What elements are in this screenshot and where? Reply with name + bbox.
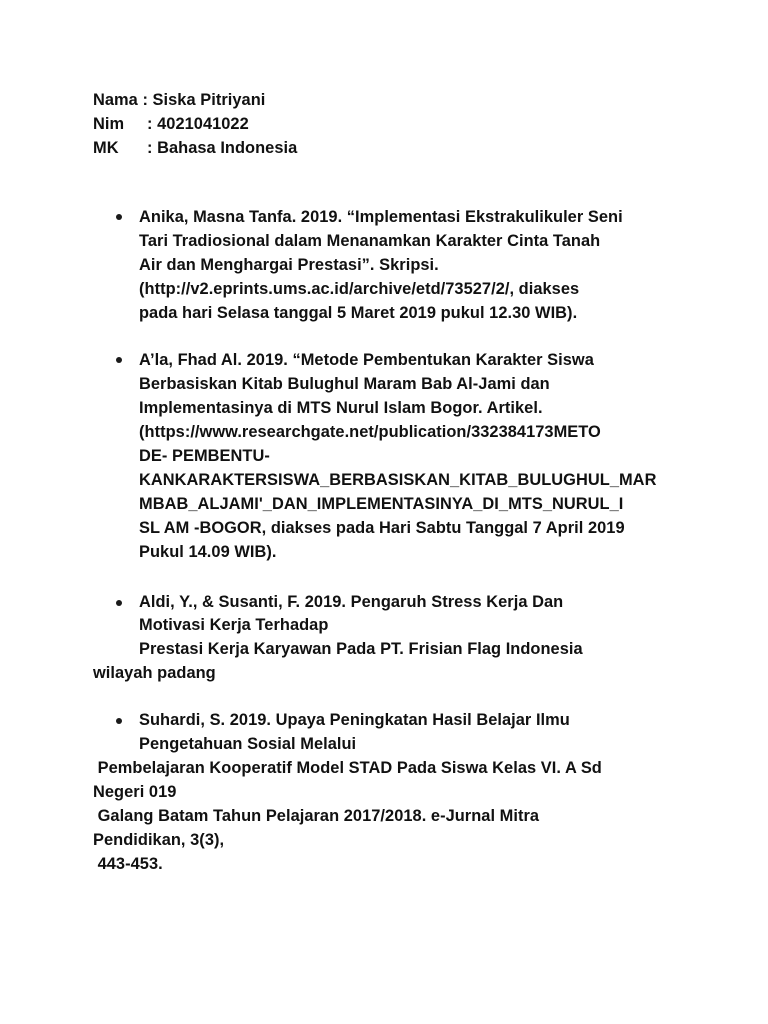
bullet-icon [116,600,122,606]
reference-4-line-3: Pembelajaran Kooperatif Model STAD Pada Siswa Kelas VI. A Sd [93,759,602,777]
reference-2-line-4: (https://www.researchgate.net/publication/332384173METO [139,423,601,441]
reference-4-line-1: Suhardi, S. 2019. Upaya Peningkatan Hasil Belajar Ilmu [139,711,570,729]
reference-4-line-2: Pengetahuan Sosial Melalui [139,735,357,753]
reference-2-line-7: MBAB_ALJAMI'_DAN_IMPLEMENTASINYA_DI_MTS_NURUL_I [139,495,624,513]
reference-4-line-5: Galang Batam Tahun Pelajaran 2017/2018. e-Jurnal Mitra [93,807,540,825]
mk-value: : Bahasa Indonesia [147,139,298,157]
reference-1-line-2: Tari Tradiosional dalam Menanamkan Karakter Cinta Tanah [139,232,601,250]
reference-3-line-3: Prestasi Kerja Karyawan Pada PT. Frisian Flag Indonesia [139,640,583,658]
nim-label: Nim [93,115,125,133]
student-name-line: Nama : Siska Pitriyani [93,91,266,109]
reference-1-line-1: Anika, Masna Tanfa. 2019. “Implementasi Ekstrakulikuler Seni [139,208,623,226]
reference-2-line-3: Implementasinya di MTS Nurul Islam Bogor. Artikel. [139,399,543,417]
reference-1-line-4: (http://v2.eprints.ums.ac.id/archive/etd/73527/2/, diakses [139,280,580,298]
reference-2-line-5: DE- PEMBENTU- [139,447,270,465]
reference-2-line-6: KANKARAKTERSISWA_BERBASISKAN_KITAB_BULUGHUL_MAR [139,471,657,489]
reference-3-line-2: Motivasi Kerja Terhadap [139,616,329,634]
reference-4-line-6: Pendidikan, 3(3), [93,831,225,849]
reference-2-line-2: Berbasiskan Kitab Bulughul Maram Bab Al-Jami dan [139,375,550,393]
mk-label: MK [93,139,119,157]
reference-4-line-4: Negeri 019 [93,783,177,801]
reference-3-line-4: wilayah padang [93,664,216,682]
bullet-icon [116,214,122,220]
bullet-icon [116,718,122,724]
reference-3-line-1: Aldi, Y., & Susanti, F. 2019. Pengaruh Stress Kerja Dan [139,593,564,611]
reference-4-line-7: 443-453. [93,855,163,873]
nim-value: : 4021041022 [147,115,249,133]
reference-1-line-3: Air dan Menghargai Prestasi”. Skripsi. [139,256,439,274]
reference-2-line-9: Pukul 14.09 WIB). [139,543,277,561]
reference-1-line-5: pada hari Selasa tanggal 5 Maret 2019 pukul 12.30 WIB). [139,304,578,322]
reference-2-line-8: SL AM -BOGOR, diakses pada Hari Sabtu Tanggal 7 April 2019 [139,519,625,537]
bullet-icon [116,357,122,363]
reference-2-line-1: A’la, Fhad Al. 2019. “Metode Pembentukan Karakter Siswa [139,351,594,369]
